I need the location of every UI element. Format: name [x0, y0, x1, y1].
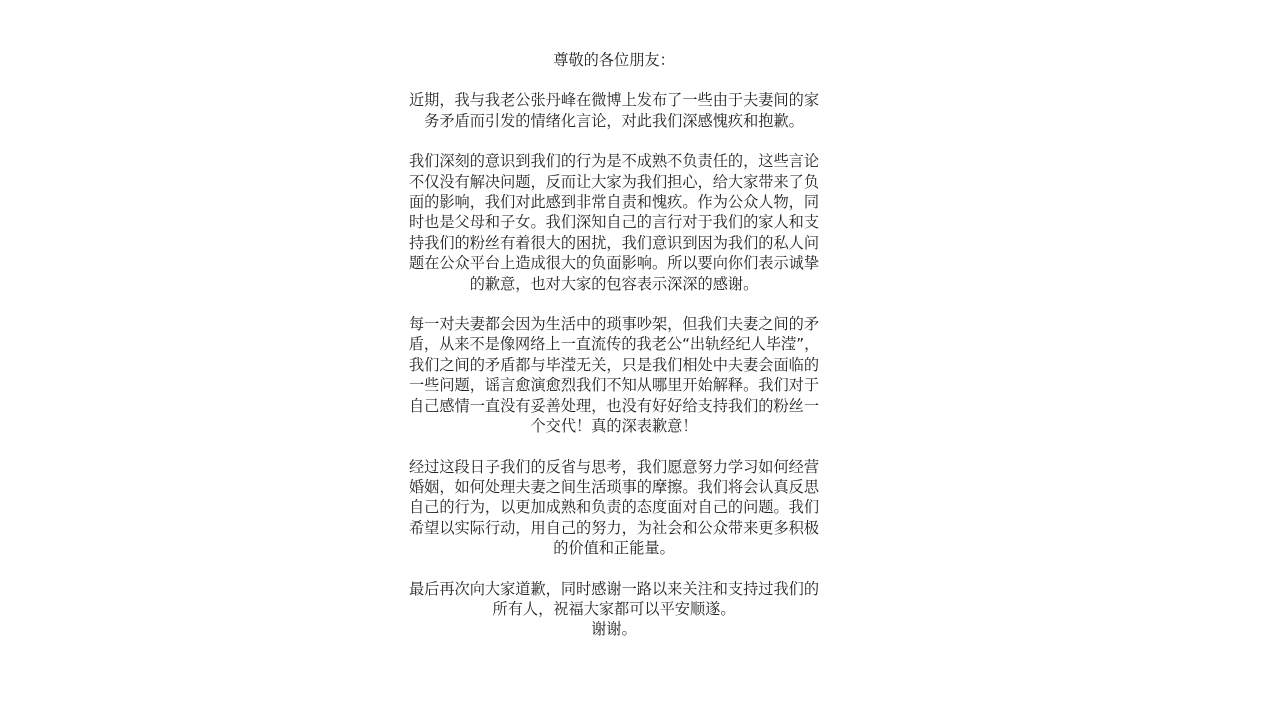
letter-greeting: 尊敬的各位朋友：: [553, 51, 675, 69]
letter-paragraph-5: 最后再次向大家道歉，同时感谢一路以来关注和支持过我们的所有人，祝福大家都可以平安顺遂。: [408, 579, 820, 618]
letter-closing: 谢谢。: [591, 620, 637, 639]
apology-letter: [405, 50, 823, 640]
letter-paragraph-2: 我们深刻的意识到我们的行为是不成熟不负责任的，这些言论不仅没有解决问题，反而让大家为我们担心，给大家带来了负面的影响，我们对此感到非常自责和愧疚。作为公众人物，同时也是父母和子女。我们深知自己的言行对于我们的家人和支持我们的粉丝有着很大的困扰，我们意识到因为我们的私人问题在公众平台上造成很大的负面影响。所以要向你们表示诚挚的歉意，也对大家的包容表示深深的感谢。: [408, 152, 820, 293]
letter-paragraph-3: 每一对夫妻都会因为生活中的琐事吵架，但我们夫妻之间的矛盾，从来不是像网络上一直流传的我老公“出轨经纪人毕滢”，我们之间的矛盾都与毕滢无关，只是我们相处中夫妻会面临的一些问题，谣言愈演愈烈我们不知从哪里开始解释。我们对于自己感情一直没有妥善处理，也没有好好给支持我们的粉丝一个交代！真的深表歉意！: [408, 315, 820, 436]
letter-paragraph-1: 近期，我与我老公张丹峰在微博上发布了一些由于夫妻间的家务矛盾而引发的情绪化言论，对此我们深感愧疚和抱歉。: [408, 91, 820, 130]
letter-paragraph-4: 经过这段日子我们的反省与思考，我们愿意努力学习如何经营婚姻，如何处理夫妻之间生活琐事的摩擦。我们将会认真反思自己的行为，以更加成熟和负责的态度面对自己的问题。我们希望以实际行动，用自己的努力，为社会和公众带来更多积极的价值和正能量。: [408, 457, 820, 558]
